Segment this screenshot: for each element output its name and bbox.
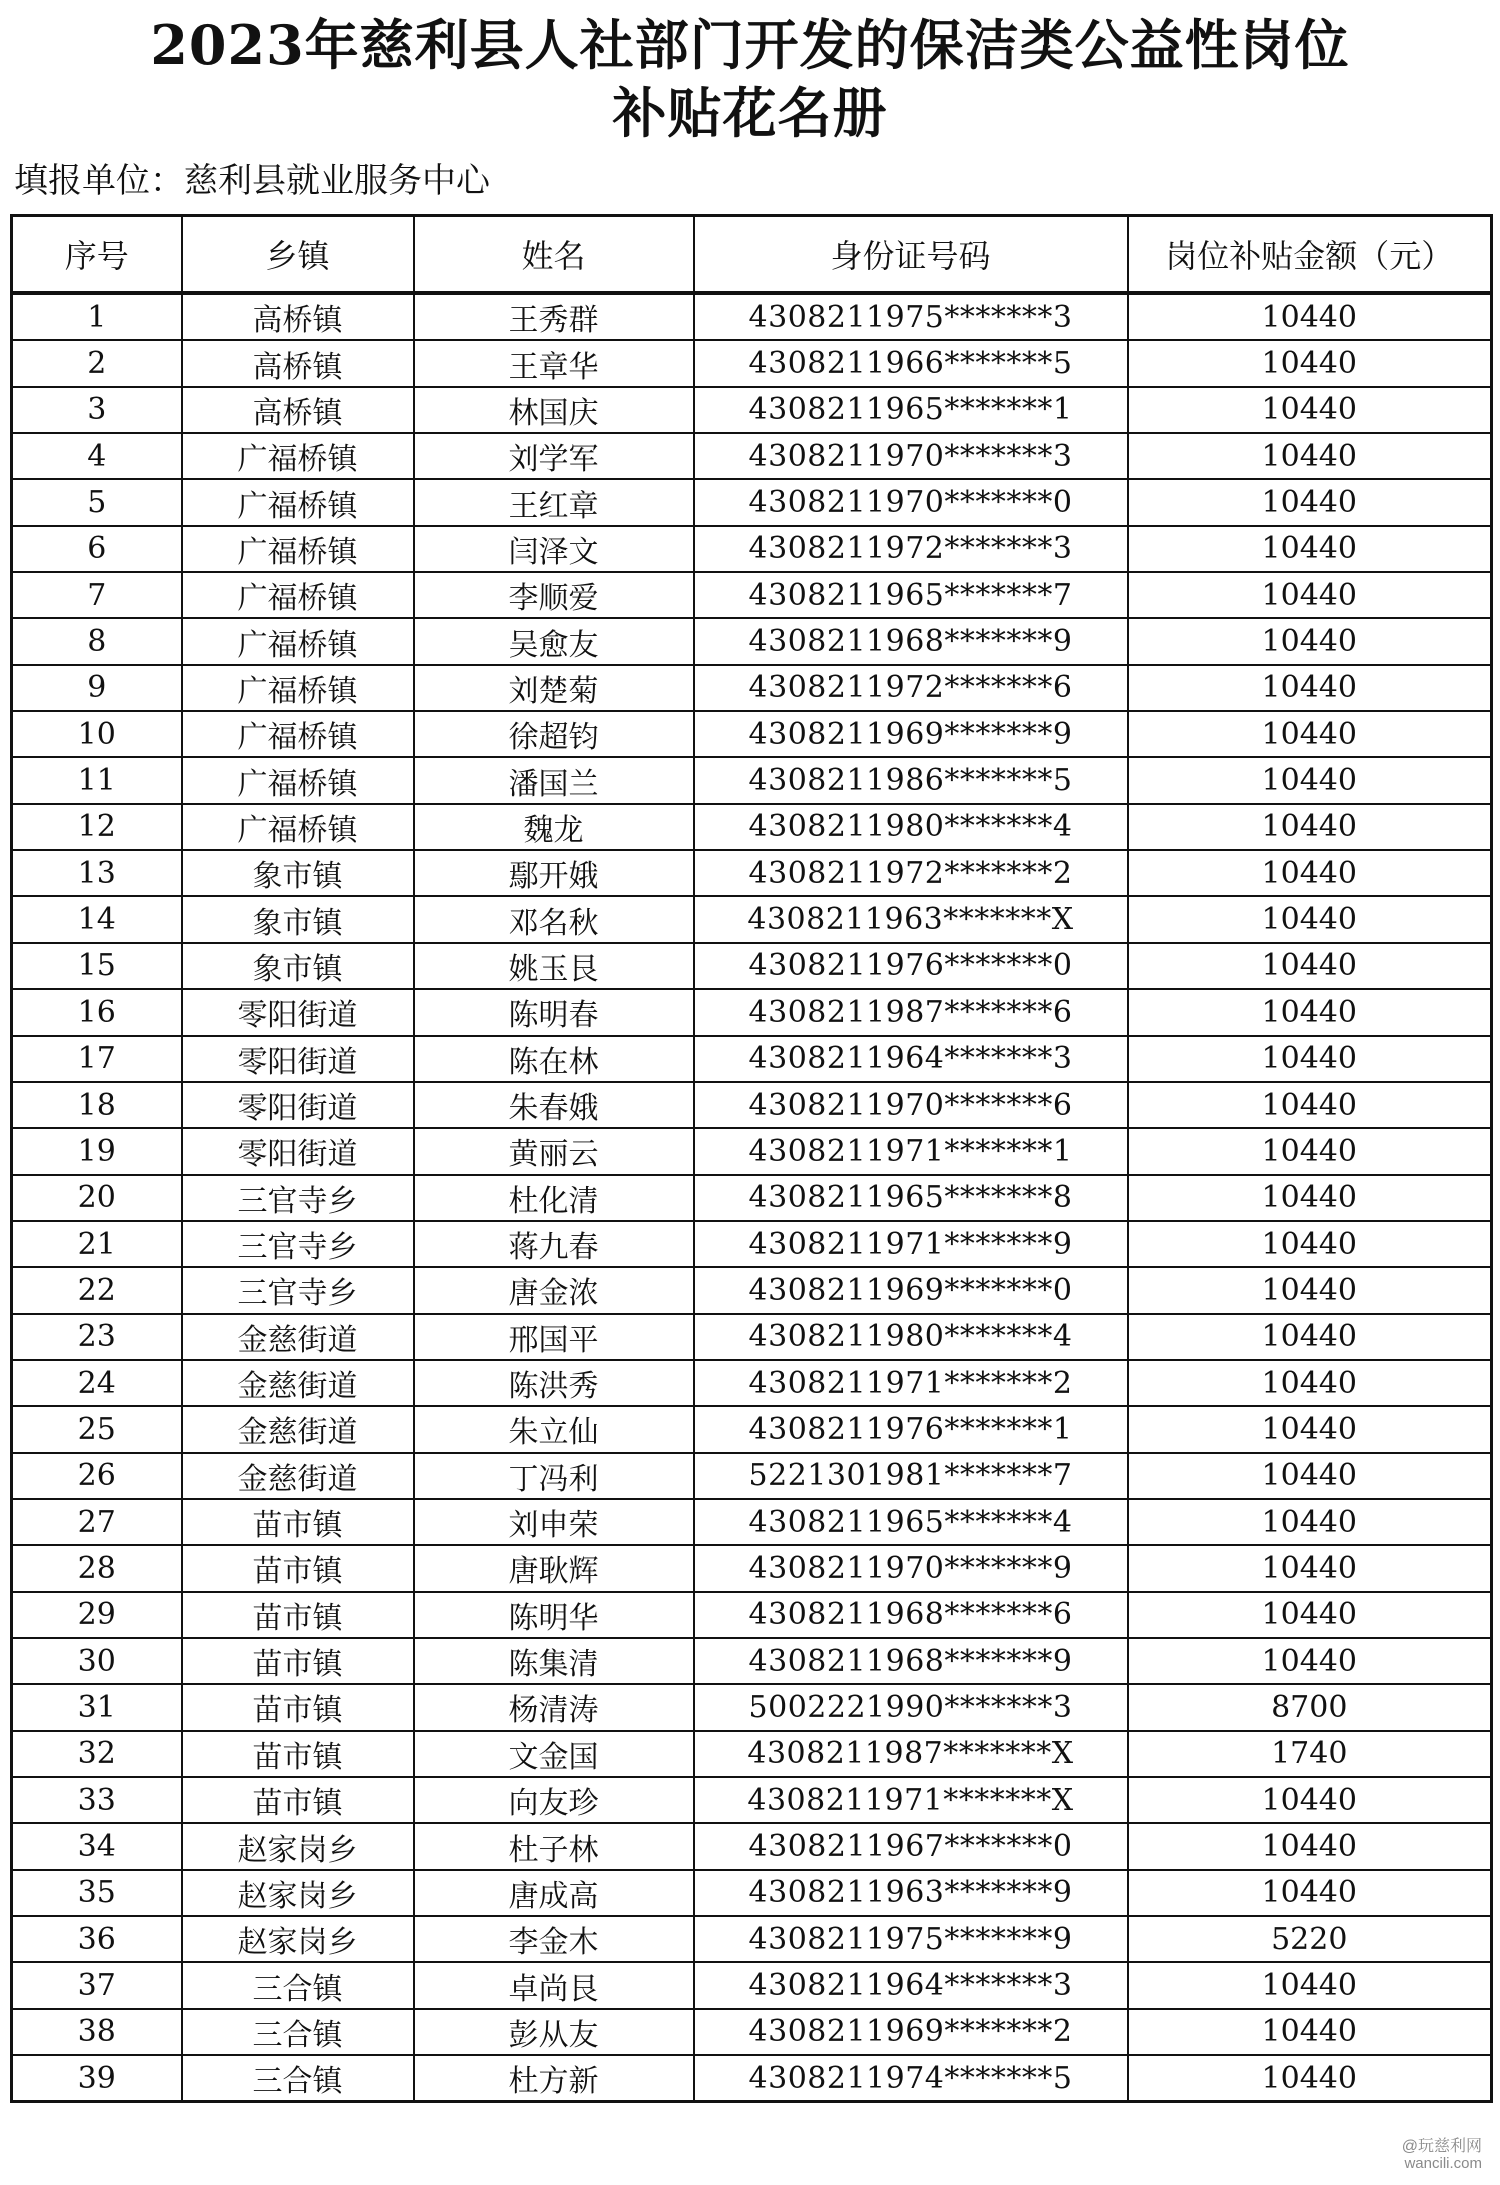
header-id-number: 身份证号码 <box>694 216 1128 294</box>
table-row <box>12 757 1492 803</box>
cell-id-number: 4308211986*******5 <box>694 757 1128 803</box>
cell-name: 潘国兰 <box>414 757 694 803</box>
cell-id-number: 4308211970*******3 <box>694 433 1128 479</box>
cell-name: 魏龙 <box>414 804 694 850</box>
cell-id-number: 4308211969*******2 <box>694 2009 1128 2055</box>
cell-township: 广福桥镇 <box>182 572 414 618</box>
cell-id-number: 4308211976*******0 <box>694 943 1128 989</box>
cell-seq: 25 <box>12 1406 182 1452</box>
cell-seq: 21 <box>12 1221 182 1267</box>
table-row <box>12 1175 1492 1221</box>
cell-subsidy-amount: 10440 <box>1128 2009 1492 2055</box>
cell-township: 高桥镇 <box>182 340 414 386</box>
cell-township: 三合镇 <box>182 2055 414 2102</box>
cell-township: 三合镇 <box>182 1962 414 2008</box>
cell-seq: 28 <box>12 1545 182 1591</box>
table-row <box>12 1453 1492 1499</box>
cell-name: 陈洪秀 <box>414 1360 694 1406</box>
cell-name: 邓名秋 <box>414 896 694 942</box>
cell-seq: 22 <box>12 1267 182 1313</box>
table-row <box>12 1731 1492 1777</box>
cell-township: 广福桥镇 <box>182 526 414 572</box>
cell-subsidy-amount: 10440 <box>1128 1314 1492 1360</box>
cell-seq: 19 <box>12 1128 182 1174</box>
cell-subsidy-amount: 10440 <box>1128 479 1492 525</box>
table-row <box>12 2009 1492 2055</box>
cell-seq: 5 <box>12 479 182 525</box>
table-row <box>12 1592 1492 1638</box>
table-row <box>12 387 1492 433</box>
cell-subsidy-amount: 10440 <box>1128 1221 1492 1267</box>
cell-subsidy-amount: 10440 <box>1128 572 1492 618</box>
table-row <box>12 1777 1492 1823</box>
subsidy-roster-table <box>10 214 1493 2103</box>
cell-seq: 8 <box>12 618 182 664</box>
cell-name: 刘学军 <box>414 433 694 479</box>
cell-id-number: 4308211964*******3 <box>694 1036 1128 1082</box>
cell-township: 苗市镇 <box>182 1592 414 1638</box>
table-body <box>12 293 1492 2102</box>
cell-id-number: 4308211969*******9 <box>694 711 1128 757</box>
cell-id-number: 4308211975*******3 <box>694 293 1128 340</box>
cell-township: 广福桥镇 <box>182 479 414 525</box>
watermark-line1: @玩慈利网 <box>1401 2138 1482 2155</box>
cell-id-number: 4308211971*******2 <box>694 1360 1128 1406</box>
cell-seq: 24 <box>12 1360 182 1406</box>
cell-name: 王章华 <box>414 340 694 386</box>
cell-township: 苗市镇 <box>182 1545 414 1591</box>
cell-id-number: 4308211975*******9 <box>694 1916 1128 1962</box>
cell-id-number: 4308211966*******5 <box>694 340 1128 386</box>
cell-name: 王红章 <box>414 479 694 525</box>
header-township: 乡镇 <box>182 216 414 294</box>
cell-id-number: 4308211970*******0 <box>694 479 1128 525</box>
cell-township: 广福桥镇 <box>182 804 414 850</box>
cell-township: 象市镇 <box>182 943 414 989</box>
cell-name: 刘楚菊 <box>414 665 694 711</box>
cell-seq: 7 <box>12 572 182 618</box>
cell-id-number: 4308211972*******3 <box>694 526 1128 572</box>
cell-subsidy-amount: 10440 <box>1128 1360 1492 1406</box>
cell-name: 李顺爱 <box>414 572 694 618</box>
table-row <box>12 526 1492 572</box>
cell-seq: 38 <box>12 2009 182 2055</box>
cell-id-number: 4308211965*******8 <box>694 1175 1128 1221</box>
cell-seq: 35 <box>12 1870 182 1916</box>
cell-subsidy-amount: 10440 <box>1128 433 1492 479</box>
cell-name: 徐超钧 <box>414 711 694 757</box>
cell-subsidy-amount: 1740 <box>1128 1731 1492 1777</box>
cell-subsidy-amount: 10440 <box>1128 1499 1492 1545</box>
cell-seq: 10 <box>12 711 182 757</box>
cell-township: 三合镇 <box>182 2009 414 2055</box>
cell-subsidy-amount: 10440 <box>1128 1082 1492 1128</box>
table-row <box>12 896 1492 942</box>
cell-subsidy-amount: 10440 <box>1128 1453 1492 1499</box>
cell-township: 象市镇 <box>182 896 414 942</box>
cell-name: 卓尚艮 <box>414 1962 694 2008</box>
table-row <box>12 2055 1492 2102</box>
table-row <box>12 572 1492 618</box>
cell-id-number: 5221301981*******7 <box>694 1453 1128 1499</box>
table-row <box>12 1128 1492 1174</box>
reporting-unit: 填报单位：慈利县就业服务中心 <box>14 161 490 201</box>
cell-subsidy-amount: 10440 <box>1128 943 1492 989</box>
cell-township: 赵家岗乡 <box>182 1916 414 1962</box>
table-row <box>12 618 1492 664</box>
cell-id-number: 4308211968*******6 <box>694 1592 1128 1638</box>
table-row <box>12 1314 1492 1360</box>
cell-township: 广福桥镇 <box>182 665 414 711</box>
cell-township: 金慈街道 <box>182 1314 414 1360</box>
table-row <box>12 1684 1492 1730</box>
cell-id-number: 4308211971*******9 <box>694 1221 1128 1267</box>
cell-subsidy-amount: 10440 <box>1128 526 1492 572</box>
cell-township: 广福桥镇 <box>182 711 414 757</box>
table-row <box>12 293 1492 340</box>
cell-subsidy-amount: 5220 <box>1128 1916 1492 1962</box>
document-title-line2: 补贴花名册 <box>612 81 888 145</box>
table-row <box>12 665 1492 711</box>
cell-id-number: 4308211964*******3 <box>694 1962 1128 2008</box>
table-row <box>12 1360 1492 1406</box>
cell-name: 杜子林 <box>414 1823 694 1869</box>
watermark <box>1402 2138 1482 2172</box>
cell-id-number: 4308211967*******0 <box>694 1823 1128 1869</box>
cell-seq: 4 <box>12 433 182 479</box>
cell-name: 陈明华 <box>414 1592 694 1638</box>
cell-seq: 15 <box>12 943 182 989</box>
cell-id-number: 4308211980*******4 <box>694 1314 1128 1360</box>
cell-township: 象市镇 <box>182 850 414 896</box>
cell-id-number: 4308211987*******X <box>694 1731 1128 1777</box>
cell-id-number: 4308211968*******9 <box>694 1638 1128 1684</box>
cell-subsidy-amount: 8700 <box>1128 1684 1492 1730</box>
table-row <box>12 1962 1492 2008</box>
cell-seq: 12 <box>12 804 182 850</box>
cell-name: 黄丽云 <box>414 1128 694 1174</box>
cell-subsidy-amount: 10440 <box>1128 293 1492 340</box>
table-row <box>12 1221 1492 1267</box>
cell-township: 赵家岗乡 <box>182 1823 414 1869</box>
cell-id-number: 4308211971*******X <box>694 1777 1128 1823</box>
cell-seq: 2 <box>12 340 182 386</box>
cell-seq: 30 <box>12 1638 182 1684</box>
cell-name: 陈在林 <box>414 1036 694 1082</box>
table-row <box>12 433 1492 479</box>
cell-name: 唐成高 <box>414 1870 694 1916</box>
cell-township: 广福桥镇 <box>182 433 414 479</box>
cell-id-number: 4308211968*******9 <box>694 618 1128 664</box>
cell-id-number: 4308211963*******9 <box>694 1870 1128 1916</box>
cell-seq: 26 <box>12 1453 182 1499</box>
cell-seq: 11 <box>12 757 182 803</box>
cell-subsidy-amount: 10440 <box>1128 1870 1492 1916</box>
cell-subsidy-amount: 10440 <box>1128 1638 1492 1684</box>
cell-seq: 23 <box>12 1314 182 1360</box>
cell-name: 陈集清 <box>414 1638 694 1684</box>
table-row <box>12 340 1492 386</box>
cell-id-number: 4308211970*******9 <box>694 1545 1128 1591</box>
cell-subsidy-amount: 10440 <box>1128 711 1492 757</box>
cell-seq: 31 <box>12 1684 182 1730</box>
cell-township: 广福桥镇 <box>182 757 414 803</box>
cell-subsidy-amount: 10440 <box>1128 1175 1492 1221</box>
cell-subsidy-amount: 10440 <box>1128 1036 1492 1082</box>
cell-id-number: 4308211974*******5 <box>694 2055 1128 2102</box>
cell-subsidy-amount: 10440 <box>1128 1267 1492 1313</box>
table-row <box>12 1638 1492 1684</box>
watermark-line2: wancili.com <box>1404 2155 1482 2172</box>
cell-name: 向友珍 <box>414 1777 694 1823</box>
table-row <box>12 1545 1492 1591</box>
table-header-row <box>12 216 1492 294</box>
table-row <box>12 1916 1492 1962</box>
table-row <box>12 1870 1492 1916</box>
cell-subsidy-amount: 10440 <box>1128 1545 1492 1591</box>
cell-seq: 13 <box>12 850 182 896</box>
cell-name: 邢国平 <box>414 1314 694 1360</box>
cell-name: 吴愈友 <box>414 618 694 664</box>
cell-seq: 16 <box>12 989 182 1035</box>
cell-id-number: 4308211987*******6 <box>694 989 1128 1035</box>
table-row <box>12 711 1492 757</box>
cell-name: 李金木 <box>414 1916 694 1962</box>
cell-township: 三官寺乡 <box>182 1175 414 1221</box>
cell-subsidy-amount: 10440 <box>1128 896 1492 942</box>
cell-township: 金慈街道 <box>182 1453 414 1499</box>
cell-name: 刘申荣 <box>414 1499 694 1545</box>
cell-id-number: 4308211971*******1 <box>694 1128 1128 1174</box>
cell-township: 零阳街道 <box>182 1128 414 1174</box>
cell-name: 蒋九春 <box>414 1221 694 1267</box>
cell-seq: 3 <box>12 387 182 433</box>
cell-id-number: 4308211969*******0 <box>694 1267 1128 1313</box>
cell-name: 鄢开娥 <box>414 850 694 896</box>
cell-township: 零阳街道 <box>182 989 414 1035</box>
cell-subsidy-amount: 10440 <box>1128 1823 1492 1869</box>
cell-subsidy-amount: 10440 <box>1128 804 1492 850</box>
cell-seq: 18 <box>12 1082 182 1128</box>
cell-name: 林国庆 <box>414 387 694 433</box>
cell-seq: 39 <box>12 2055 182 2102</box>
cell-subsidy-amount: 10440 <box>1128 757 1492 803</box>
cell-subsidy-amount: 10440 <box>1128 665 1492 711</box>
table-row <box>12 1082 1492 1128</box>
table-row <box>12 1499 1492 1545</box>
cell-seq: 33 <box>12 1777 182 1823</box>
cell-township: 零阳街道 <box>182 1082 414 1128</box>
cell-seq: 6 <box>12 526 182 572</box>
cell-subsidy-amount: 10440 <box>1128 2055 1492 2102</box>
cell-name: 唐金浓 <box>414 1267 694 1313</box>
cell-id-number: 4308211965*******1 <box>694 387 1128 433</box>
cell-name: 朱立仙 <box>414 1406 694 1452</box>
table-row <box>12 943 1492 989</box>
table-row <box>12 1036 1492 1082</box>
cell-seq: 14 <box>12 896 182 942</box>
cell-name: 唐耿辉 <box>414 1545 694 1591</box>
cell-township: 苗市镇 <box>182 1638 414 1684</box>
header-seq: 序号 <box>12 216 182 294</box>
cell-subsidy-amount: 10440 <box>1128 1962 1492 2008</box>
cell-id-number: 4308211972*******6 <box>694 665 1128 711</box>
cell-township: 苗市镇 <box>182 1684 414 1730</box>
cell-name: 文金国 <box>414 1731 694 1777</box>
table-row <box>12 804 1492 850</box>
cell-name: 王秀群 <box>414 293 694 340</box>
cell-name: 陈明春 <box>414 989 694 1035</box>
cell-seq: 20 <box>12 1175 182 1221</box>
cell-seq: 37 <box>12 1962 182 2008</box>
cell-id-number: 5002221990*******3 <box>694 1684 1128 1730</box>
cell-name: 朱春娥 <box>414 1082 694 1128</box>
table-row <box>12 1406 1492 1452</box>
table-row <box>12 989 1492 1035</box>
cell-seq: 34 <box>12 1823 182 1869</box>
cell-subsidy-amount: 10440 <box>1128 850 1492 896</box>
cell-subsidy-amount: 10440 <box>1128 387 1492 433</box>
cell-subsidy-amount: 10440 <box>1128 1128 1492 1174</box>
cell-seq: 36 <box>12 1916 182 1962</box>
cell-township: 苗市镇 <box>182 1731 414 1777</box>
cell-id-number: 4308211972*******2 <box>694 850 1128 896</box>
cell-seq: 1 <box>12 293 182 340</box>
table-row <box>12 1823 1492 1869</box>
cell-id-number: 4308211963*******X <box>694 896 1128 942</box>
cell-subsidy-amount: 10440 <box>1128 618 1492 664</box>
cell-township: 三官寺乡 <box>182 1267 414 1313</box>
cell-subsidy-amount: 10440 <box>1128 1777 1492 1823</box>
cell-township: 苗市镇 <box>182 1777 414 1823</box>
cell-township: 高桥镇 <box>182 293 414 340</box>
header-subsidy-amount: 岗位补贴金额（元） <box>1128 216 1492 294</box>
cell-township: 广福桥镇 <box>182 618 414 664</box>
cell-name: 闫泽文 <box>414 526 694 572</box>
cell-seq: 32 <box>12 1731 182 1777</box>
cell-id-number: 4308211965*******4 <box>694 1499 1128 1545</box>
cell-name: 杨清涛 <box>414 1684 694 1730</box>
cell-subsidy-amount: 10440 <box>1128 989 1492 1035</box>
header-name: 姓名 <box>414 216 694 294</box>
cell-name: 杜化清 <box>414 1175 694 1221</box>
cell-seq: 27 <box>12 1499 182 1545</box>
cell-township: 高桥镇 <box>182 387 414 433</box>
cell-name: 姚玉艮 <box>414 943 694 989</box>
table-row <box>12 1267 1492 1313</box>
table-row <box>12 850 1492 896</box>
cell-township: 金慈街道 <box>182 1406 414 1452</box>
cell-township: 金慈街道 <box>182 1360 414 1406</box>
cell-subsidy-amount: 10440 <box>1128 1592 1492 1638</box>
cell-name: 彭从友 <box>414 2009 694 2055</box>
cell-subsidy-amount: 10440 <box>1128 1406 1492 1452</box>
cell-seq: 29 <box>12 1592 182 1638</box>
document-title-line1: 2023年慈利县人社部门开发的保洁类公益性岗位 <box>150 13 1350 77</box>
cell-subsidy-amount: 10440 <box>1128 340 1492 386</box>
cell-township: 三官寺乡 <box>182 1221 414 1267</box>
cell-id-number: 4308211976*******1 <box>694 1406 1128 1452</box>
cell-township: 赵家岗乡 <box>182 1870 414 1916</box>
table-row <box>12 479 1492 525</box>
cell-id-number: 4308211980*******4 <box>694 804 1128 850</box>
cell-township: 苗市镇 <box>182 1499 414 1545</box>
cell-seq: 9 <box>12 665 182 711</box>
cell-id-number: 4308211970*******6 <box>694 1082 1128 1128</box>
cell-name: 丁冯利 <box>414 1453 694 1499</box>
cell-township: 零阳街道 <box>182 1036 414 1082</box>
cell-seq: 17 <box>12 1036 182 1082</box>
cell-name: 杜方新 <box>414 2055 694 2102</box>
cell-id-number: 4308211965*******7 <box>694 572 1128 618</box>
